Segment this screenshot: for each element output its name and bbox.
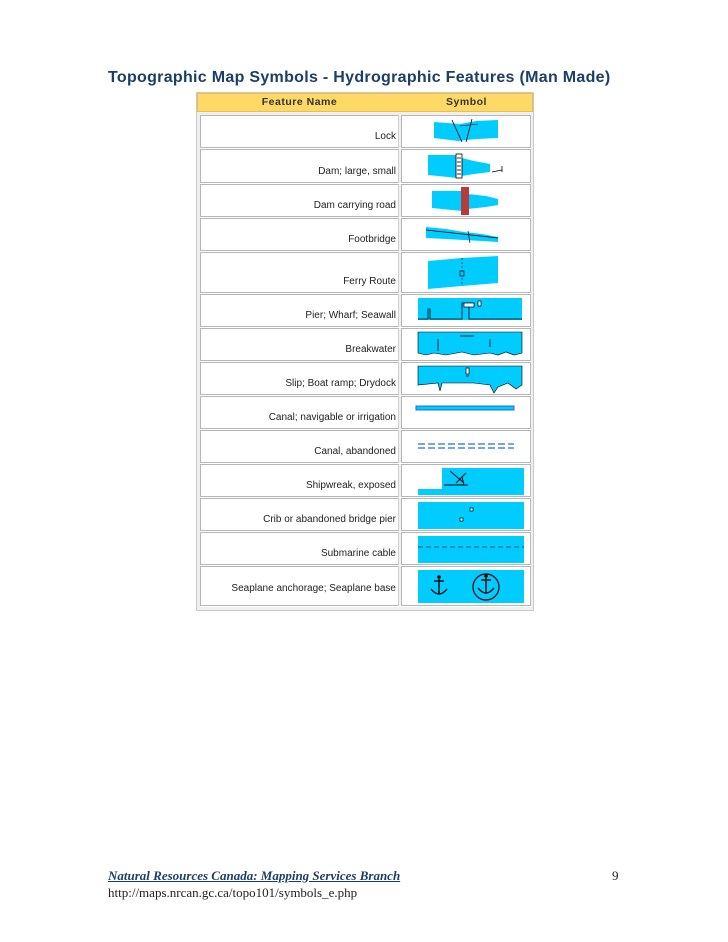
table-row: [200, 218, 531, 252]
table-row: [200, 464, 531, 498]
canal-abandoned-symbol-icon: [402, 431, 528, 462]
seaplane-symbol-icon: [402, 567, 528, 605]
symbols-table: [196, 92, 534, 611]
symbol-cell: [401, 464, 531, 497]
symbol-cell: [401, 566, 531, 606]
header-feature-name: Feature Name: [261, 96, 338, 108]
symbol-cell: [401, 218, 531, 251]
dam-symbol-icon: [402, 150, 528, 182]
footer-source: Natural Resources Canada: Mapping Services Branch: [108, 868, 401, 883]
table-header: [197, 93, 533, 112]
table-row: [200, 532, 531, 566]
feature-name: Submarine cable: [200, 532, 399, 565]
breakwater-symbol-icon: [402, 329, 528, 360]
symbol-cell: [401, 498, 531, 531]
symbol-cell: [401, 294, 531, 327]
footbridge-symbol-icon: [402, 219, 528, 250]
feature-name: Canal; navigable or irrigation: [200, 396, 399, 429]
feature-name: Canal, abandoned: [200, 430, 399, 463]
feature-name: Slip; Boat ramp; Drydock: [200, 362, 399, 395]
feature-name: Pier; Wharf; Seawall: [200, 294, 399, 327]
feature-name: Footbridge: [200, 218, 399, 251]
header-symbol: Symbol: [446, 96, 487, 108]
feature-name: Seaplane anchorage; Seaplane base: [200, 566, 399, 606]
table-row: [200, 252, 531, 294]
symbol-cell: [401, 362, 531, 395]
feature-name: Shipwreak, exposed: [200, 464, 399, 497]
feature-name: Dam; large, small: [200, 149, 399, 183]
table-row: [200, 430, 531, 464]
pier-symbol-icon: [402, 295, 528, 326]
table-row: [200, 396, 531, 430]
submarine-cable-symbol-icon: [402, 533, 528, 564]
page-number: 9: [612, 868, 619, 883]
slip-symbol-icon: [402, 363, 528, 394]
symbol-cell: [401, 184, 531, 217]
page-title: Topographic Map Symbols - Hydrographic Features (Man Made): [108, 69, 611, 86]
table-row: [200, 149, 531, 184]
table-row: [200, 566, 531, 607]
table-row: [200, 294, 531, 328]
symbol-cell: [401, 328, 531, 361]
footer-url: http://maps.nrcan.gc.ca/topo101/symbols_e.php: [108, 885, 358, 900]
symbol-cell: [401, 532, 531, 565]
feature-name: Crib or abandoned bridge pier: [200, 498, 399, 531]
symbol-cell: [401, 252, 531, 293]
dam-road-symbol-icon: [402, 185, 528, 216]
feature-name: Ferry Route: [200, 252, 399, 293]
table-row: [200, 328, 531, 362]
table-row: [200, 184, 531, 218]
symbol-cell: [401, 115, 531, 148]
feature-name: Breakwater: [200, 328, 399, 361]
symbol-cell: [401, 396, 531, 429]
symbol-cell: [401, 430, 531, 463]
table-row: [200, 362, 531, 396]
lock-symbol-icon: [402, 116, 528, 147]
canal-symbol-icon: [402, 397, 528, 428]
shipwreck-symbol-icon: [402, 465, 528, 496]
crib-symbol-icon: [402, 499, 528, 530]
table-row: [200, 498, 531, 532]
ferry-route-symbol-icon: [402, 253, 528, 292]
symbol-cell: [401, 149, 531, 183]
table-row: [200, 115, 531, 149]
feature-name: Lock: [200, 115, 399, 148]
feature-name: Dam carrying road: [200, 184, 399, 217]
